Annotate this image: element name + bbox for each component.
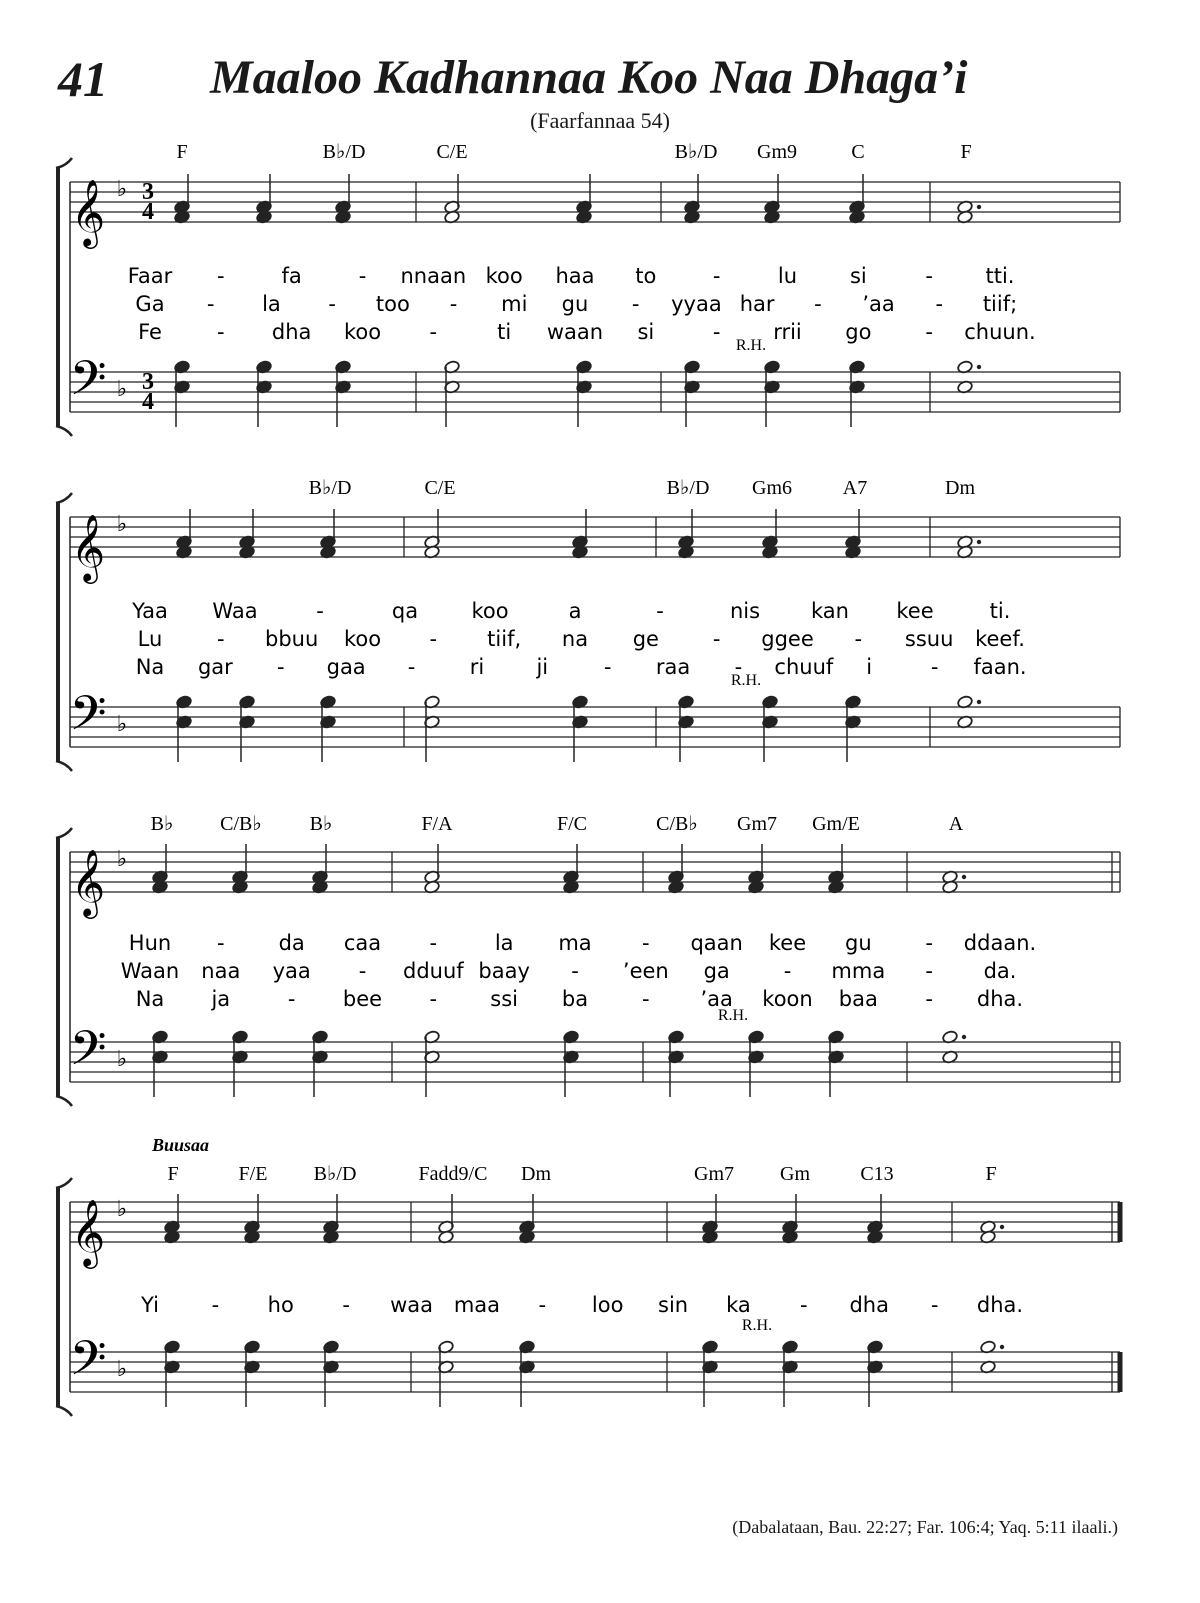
lyric-syllable: chuun.	[964, 320, 1036, 344]
lyric-hyphen: -	[316, 599, 324, 623]
lyric-syllable: rrii	[773, 320, 802, 344]
time-signature-top: 3	[142, 179, 154, 205]
key-signature-flat: ♭	[116, 712, 128, 737]
lyric-syllable: gar	[197, 655, 233, 679]
lyric-syllable: fa	[281, 264, 302, 288]
chord-symbol: B♭/D	[313, 1163, 357, 1185]
lyric-syllable: tti.	[985, 264, 1015, 288]
treble-clef: 𝄞	[70, 513, 106, 581]
lyric-syllable: gu	[845, 931, 872, 955]
lyric-syllable: Fe	[138, 320, 162, 344]
chord-symbol: C13	[860, 1163, 894, 1185]
bass-clef: 𝄢	[69, 685, 107, 753]
lyric-hyphen: -	[814, 292, 822, 316]
time-signature-bottom: 4	[142, 199, 154, 225]
right-hand-marker: R.H.	[717, 1007, 749, 1024]
lyric-hyphen: -	[642, 931, 650, 955]
lyric-hyphen: -	[712, 627, 721, 651]
dot	[977, 365, 981, 369]
lyric-hyphen: -	[217, 931, 225, 955]
lyric-syllable: ssi	[490, 987, 519, 1011]
lyric-syllable: caa	[343, 931, 382, 955]
chord-symbol: F	[167, 1163, 179, 1185]
lyric-syllable: koon	[762, 987, 813, 1011]
chord-symbol: C/E	[424, 477, 456, 499]
dot	[962, 875, 966, 879]
lyric-syllable: Hun	[128, 931, 172, 955]
lyric-syllable: ti.	[989, 599, 1011, 623]
bass-clef: 𝄢	[69, 1330, 107, 1398]
lyric-syllable: ma	[558, 931, 592, 955]
lyric-syllable: nis	[729, 599, 761, 623]
lyric-syllable: waan	[546, 320, 604, 344]
lyric-hyphen: -	[358, 959, 367, 983]
lyric-hyphen: -	[429, 931, 438, 955]
chord-symbol: Gm9	[757, 141, 797, 163]
chord-symbol: Fadd9/C	[418, 1163, 488, 1185]
lyric-hyphen: -	[538, 1293, 547, 1317]
key-signature-flat: ♭	[116, 847, 128, 872]
key-signature-flat: ♭	[116, 1197, 128, 1222]
lyric-syllable: koo	[343, 320, 382, 344]
lyric-syllable: dduuf	[402, 959, 464, 983]
lyric-hyphen: -	[712, 320, 721, 344]
lyric-syllable: tiif;	[982, 292, 1018, 316]
lyric-syllable: baa	[838, 987, 878, 1011]
lyric-hyphen: -	[712, 264, 721, 288]
chord-symbol: B♭/D	[322, 141, 366, 163]
lyric-hyphen: -	[358, 264, 367, 288]
chord-symbol: Dm	[945, 477, 975, 499]
lyric-syllable: koo	[471, 599, 509, 623]
lyric-syllable: loo	[591, 1293, 624, 1317]
time-signature-bottom: 4	[142, 389, 154, 415]
lyric-hyphen: -	[276, 655, 285, 679]
chord-symbol: A	[948, 813, 964, 835]
lyric-syllable: naa	[201, 959, 241, 983]
chord-symbol: F	[985, 1163, 997, 1185]
lyric-syllable: gaa	[326, 655, 366, 679]
lyric-hyphen: -	[930, 1293, 939, 1317]
lyric-syllable: bbuu	[265, 627, 319, 651]
chord-symbol: B♭/D	[666, 477, 710, 499]
lyric-syllable: ti	[497, 320, 512, 344]
lyric-syllable: na	[561, 627, 589, 651]
lyric-syllable: dha	[271, 320, 312, 344]
lyric-hyphen: -	[571, 959, 579, 983]
lyric-syllable: ja	[211, 987, 231, 1011]
lyric-syllable: baay	[478, 959, 530, 983]
lyric-syllable: si	[637, 320, 655, 344]
lyric-syllable: dha.	[976, 987, 1024, 1011]
music-system	[56, 141, 1120, 436]
lyric-hyphen: -	[925, 264, 933, 288]
treble-clef: 𝄞	[70, 178, 106, 246]
lyric-hyphen: -	[783, 959, 792, 983]
lyric-syllable: kan	[811, 599, 849, 623]
chord-symbol: F/C	[556, 813, 588, 835]
dot	[977, 540, 981, 544]
key-signature-flat: ♭	[116, 1047, 128, 1072]
right-hand-marker: R.H.	[741, 1317, 773, 1334]
lyric-hyphen: -	[211, 1293, 220, 1317]
lyric-syllable: ’aa	[700, 987, 733, 1011]
lyric-syllable: too	[375, 292, 410, 316]
lyric-syllable: kee	[896, 599, 934, 623]
chord-symbol: A7	[842, 477, 868, 499]
right-hand-marker: R.H.	[735, 337, 767, 354]
lyric-syllable: a	[568, 599, 582, 623]
lyric-syllable: lu	[777, 264, 798, 288]
lyric-syllable: dha.	[976, 1293, 1024, 1317]
chord-symbol: F/A	[421, 813, 453, 835]
lyric-syllable: Na	[135, 987, 165, 1011]
chord-symbol: Gm	[780, 1163, 810, 1185]
dot	[1000, 1225, 1004, 1229]
chord-symbol: C/E	[436, 141, 468, 163]
key-signature-flat: ♭	[116, 377, 128, 402]
lyric-syllable: ba	[561, 987, 589, 1011]
chord-symbol: F/E	[238, 1163, 268, 1185]
lyric-hyphen: -	[925, 320, 933, 344]
lyric-syllable: ho	[267, 1293, 294, 1317]
lyric-syllable: tiif,	[487, 627, 522, 651]
lyric-hyphen: -	[429, 627, 438, 651]
lyric-syllable: ri	[469, 655, 485, 679]
lyric-syllable: sin	[658, 1293, 689, 1317]
key-signature-flat: ♭	[116, 177, 128, 202]
key-signature-flat: ♭	[116, 512, 128, 537]
lyric-hyphen: -	[429, 987, 438, 1011]
lyric-syllable: yaa	[272, 959, 311, 983]
lyric-syllable: maa	[453, 1293, 501, 1317]
lyric-syllable: ggee	[761, 627, 814, 651]
chord-symbol: Gm7	[737, 813, 777, 835]
lyric-hyphen: -	[217, 320, 225, 344]
lyric-syllable: go	[845, 320, 872, 344]
dot	[977, 700, 981, 704]
lyric-hyphen: -	[642, 987, 650, 1011]
lyric-syllable: dha	[849, 1293, 889, 1317]
lyric-hyphen: -	[206, 292, 215, 316]
chord-symbol: F	[960, 141, 972, 163]
lyric-hyphen: -	[342, 1293, 350, 1317]
lyric-syllable: nnaan	[400, 264, 467, 288]
lyric-syllable: ’aa	[862, 292, 895, 316]
music-system	[56, 1135, 1120, 1416]
lyric-syllable: si	[849, 264, 867, 288]
chord-symbol: B♭/D	[308, 477, 352, 499]
lyric-syllable: ji	[536, 655, 549, 679]
lyric-syllable: koo	[343, 627, 382, 651]
lyric-hyphen: -	[217, 264, 225, 288]
right-hand-marker: R.H.	[730, 672, 762, 689]
time-signature-top: 3	[142, 369, 154, 395]
lyric-hyphen: -	[449, 292, 458, 316]
treble-clef: 𝄞	[70, 848, 106, 916]
lyric-syllable: waa	[390, 1293, 433, 1317]
treble-clef: 𝄞	[70, 1198, 106, 1266]
chord-symbol: B♭	[309, 813, 333, 835]
dot	[1000, 1345, 1004, 1349]
lyric-hyphen: -	[603, 655, 612, 679]
lyric-hyphen: -	[429, 320, 438, 344]
bass-clef: 𝄢	[69, 1020, 107, 1088]
lyric-hyphen: -	[925, 987, 933, 1011]
chord-symbol: B♭/D	[674, 141, 718, 163]
lyric-syllable: ’een	[622, 959, 669, 983]
music-system	[56, 477, 1120, 771]
lyric-hyphen: -	[631, 292, 640, 316]
lyric-syllable: qaan	[690, 931, 743, 955]
lyric-syllable: kee	[768, 931, 807, 955]
lyric-hyphen: -	[407, 655, 416, 679]
lyric-syllable: Waa	[212, 599, 258, 623]
lyric-syllable: qa	[391, 599, 419, 623]
refrain-label: Buusaa	[152, 1135, 210, 1155]
lyric-hyphen: -	[925, 959, 933, 983]
lyric-syllable: ssuu	[904, 627, 954, 651]
lyric-syllable: la	[262, 292, 281, 316]
lyric-hyphen: -	[935, 292, 944, 316]
music-system	[56, 813, 1120, 1106]
lyric-syllable: Na	[135, 655, 165, 679]
system-bracket-bottom	[56, 426, 72, 436]
lyric-syllable: Ga	[135, 292, 165, 316]
lyric-syllable: faan.	[973, 655, 1027, 679]
chord-symbol: C/B♭	[656, 813, 698, 835]
lyric-syllable: bee	[342, 987, 383, 1011]
lyric-hyphen: -	[734, 655, 743, 679]
lyric-syllable: mi	[501, 292, 528, 316]
lyric-hyphen: -	[800, 1293, 808, 1317]
system-bracket-bottom	[56, 1096, 72, 1106]
chord-symbol: Gm/E	[812, 813, 860, 835]
bass-clef: 𝄢	[69, 350, 107, 418]
lyric-syllable: ka	[726, 1293, 751, 1317]
chord-symbol: Gm6	[752, 477, 792, 499]
lyric-syllable: gu	[561, 292, 589, 316]
lyric-syllable: da.	[983, 959, 1017, 983]
hymn-number: 41	[58, 51, 108, 107]
chord-symbol: Gm7	[694, 1163, 734, 1185]
lyric-syllable: chuuf	[774, 655, 834, 679]
lyric-syllable: to	[635, 264, 657, 288]
lyric-hyphen: -	[854, 627, 863, 651]
lyric-syllable: ga	[703, 959, 730, 983]
system-bracket-top	[56, 1178, 72, 1188]
lyric-hyphen: -	[656, 599, 664, 623]
key-signature-flat: ♭	[116, 1357, 128, 1382]
dot	[977, 205, 981, 209]
lyric-syllable: mma	[831, 959, 886, 983]
lyric-syllable: la	[494, 931, 514, 955]
lyric-syllable: haa	[555, 264, 595, 288]
lyric-hyphen: -	[287, 987, 296, 1011]
chord-symbol: C/B♭	[220, 813, 262, 835]
chord-symbol: Dm	[521, 1163, 551, 1185]
system-bracket-top	[56, 493, 72, 503]
lyric-syllable: yyaa	[671, 292, 722, 316]
lyric-syllable: da	[278, 931, 305, 955]
chord-symbol: F	[176, 141, 188, 163]
lyric-hyphen: -	[217, 627, 225, 651]
scripture-references: (Dabalataan, Bau. 22:27; Far. 106:4; Yaq. 5:11 ilaali.)	[732, 1517, 1118, 1537]
chord-symbol: B♭	[150, 813, 174, 835]
hymn-subtitle: (Faarfannaa 54)	[530, 108, 670, 133]
system-bracket-bottom	[56, 1406, 72, 1416]
lyric-syllable: Lu	[137, 627, 163, 651]
hymn-title: Maaloo Kadhannaa Koo Naa Dhaga’i	[210, 51, 968, 104]
lyric-syllable: ge	[632, 627, 659, 651]
lyric-syllable: Yaa	[132, 599, 168, 623]
lyric-syllable: Waan	[120, 959, 180, 983]
lyric-syllable: keef.	[975, 627, 1025, 651]
chord-symbol: C	[851, 141, 865, 163]
lyric-syllable: Yi	[141, 1293, 159, 1317]
system-bracket-bottom	[56, 761, 72, 771]
lyric-hyphen: -	[328, 292, 336, 316]
lyric-syllable: raa	[655, 655, 691, 679]
lyric-syllable: har	[739, 292, 775, 316]
lyric-syllable: i	[866, 655, 873, 679]
lyric-syllable: ddaan.	[963, 931, 1037, 955]
system-bracket-top	[56, 828, 72, 838]
lyric-syllable: Faar	[127, 264, 173, 288]
lyric-syllable: koo	[485, 264, 523, 288]
system-bracket-top	[56, 158, 72, 168]
lyric-hyphen: -	[925, 931, 933, 955]
lyric-hyphen: -	[930, 655, 939, 679]
dot	[962, 1035, 966, 1039]
